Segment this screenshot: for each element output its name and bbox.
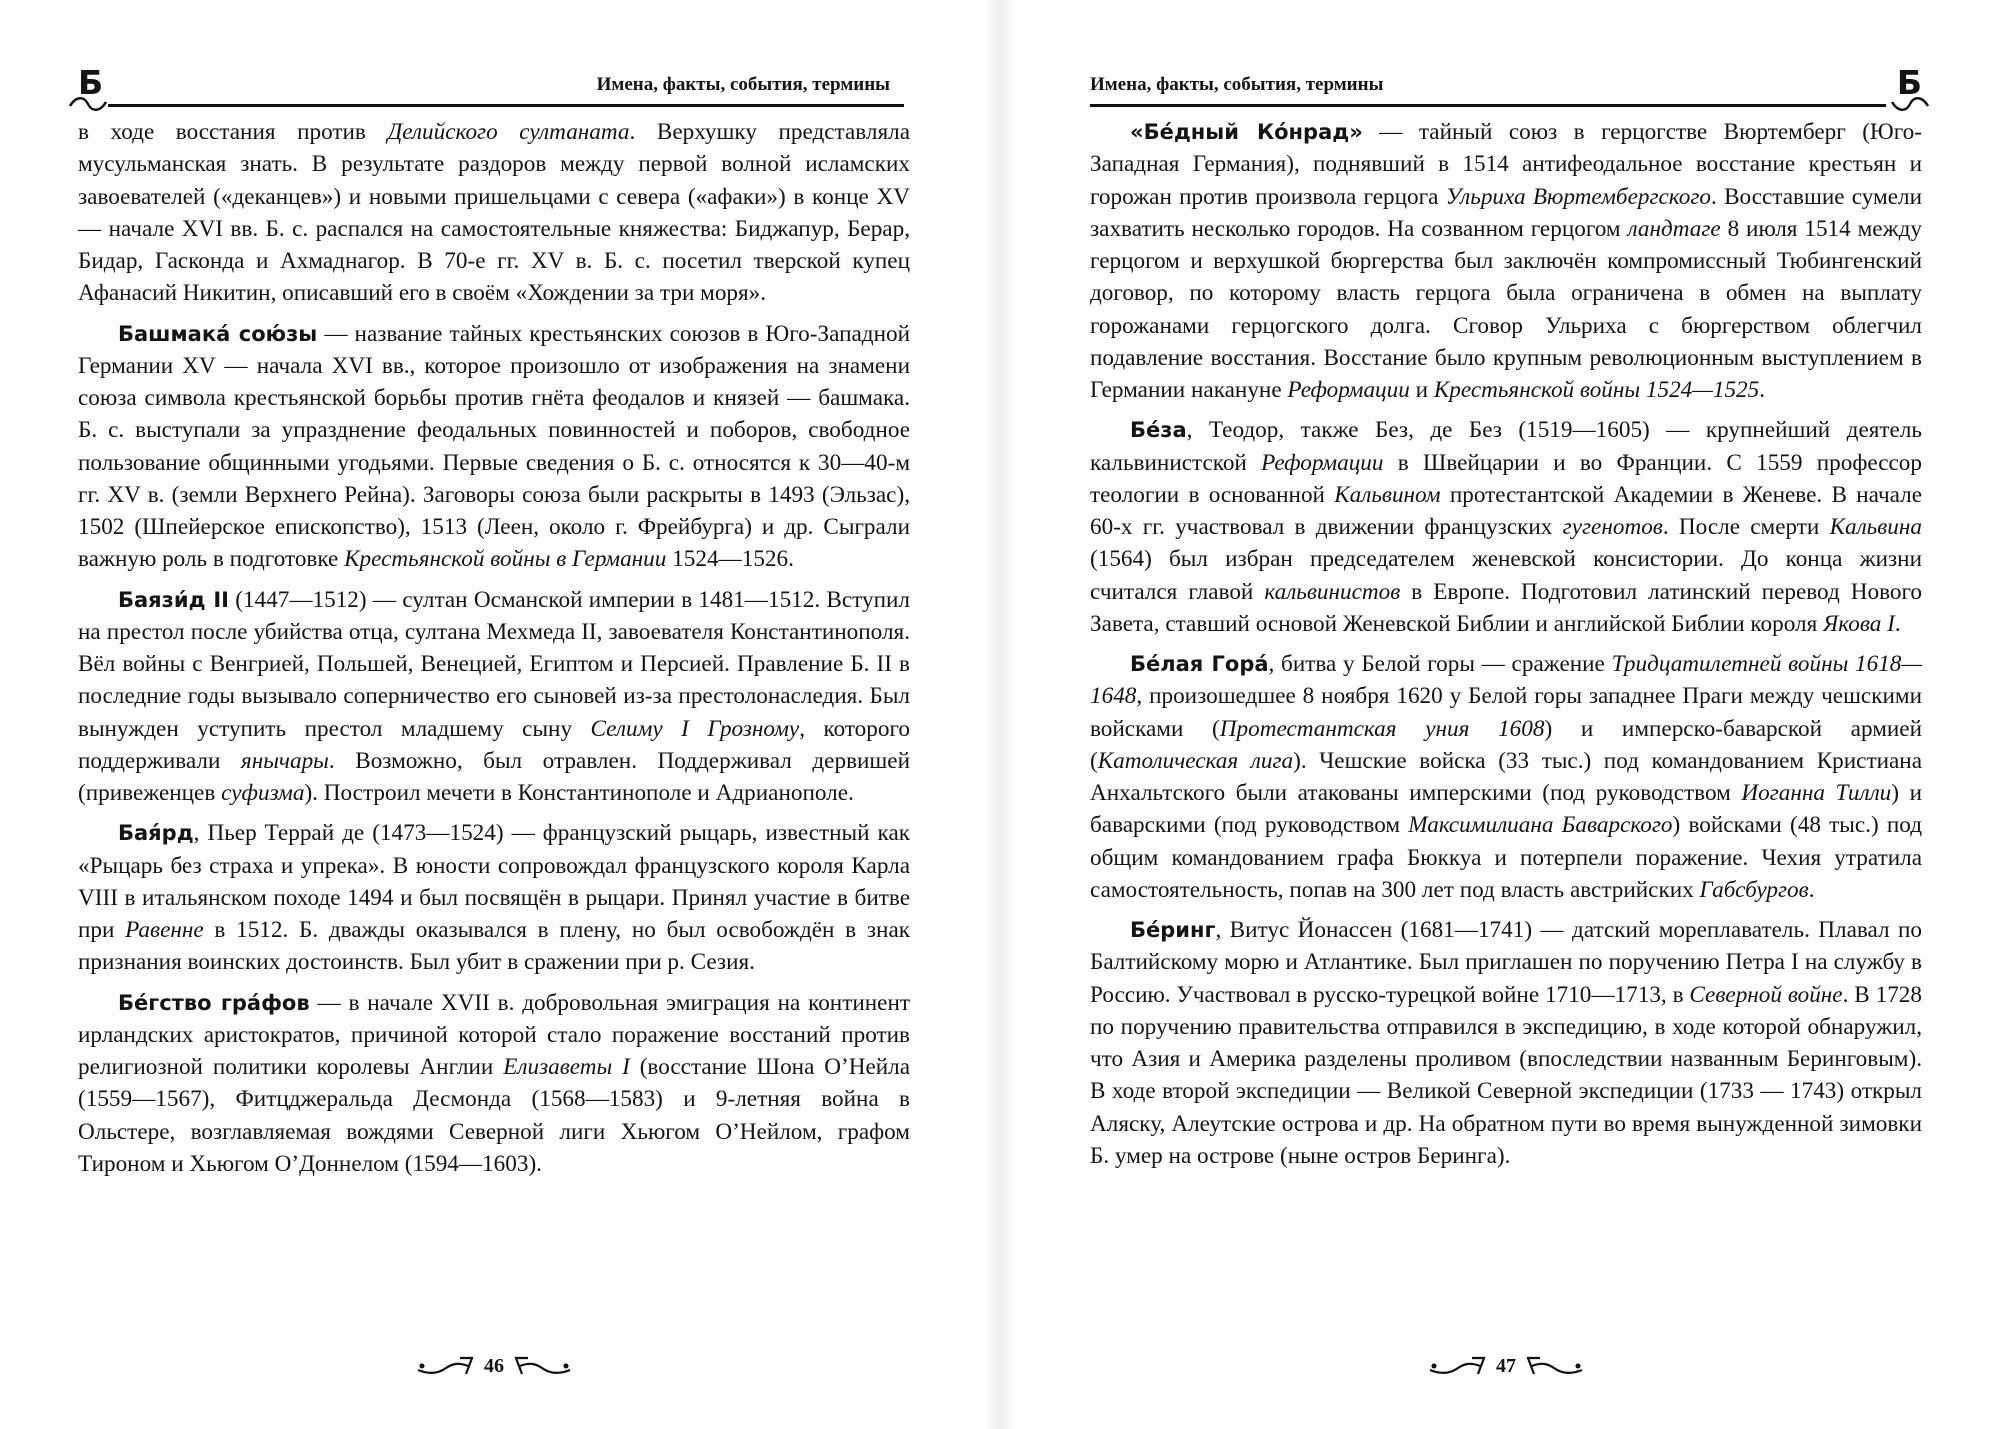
cross-reference: Равенне	[125, 917, 204, 943]
page-left	[78, 0, 910, 1429]
running-title: Имена, факты, события, термины	[596, 74, 890, 95]
entry-text: ). Построил мечети в Константинополе и Адрианополе.	[304, 780, 854, 806]
page-footer	[78, 1355, 910, 1395]
header-rule	[108, 104, 904, 107]
folio-ornament-right-icon	[514, 1356, 572, 1378]
book-gutter	[984, 0, 1016, 1429]
header-swash-icon	[68, 92, 108, 114]
page-number: 46	[484, 1355, 504, 1377]
cross-reference: Елизаветы I	[503, 1054, 630, 1080]
cross-reference: Максимилиана Баварского	[1408, 812, 1673, 839]
entry-text: — тайный союз в герцогстве Вюртемберг (Юго-Западная Германия), поднявший в 1514 антифеодальное восстание крестьян и горожан против произвола герцога	[1090, 119, 1922, 210]
cross-reference: суфизма	[221, 780, 305, 806]
entry-text: ) войсками (48 тыс.) под общим командованием графа Бюккуа и потерпели поражение. Чехия утратила самостоятельность, попав на 300 лет под власть австрийских	[1090, 812, 1922, 903]
running-title: Имена, факты, события, термины	[1090, 74, 1384, 95]
entry-text: 1524—1526.	[666, 546, 794, 573]
dictionary-entry	[78, 987, 910, 1181]
entry-text: ) и баварскими (под руководством	[1090, 780, 1922, 839]
entry-text: ) и имперско-баварской армией (	[1090, 715, 1922, 774]
cross-reference: Реформации	[1261, 449, 1384, 476]
entry-text: . Верхушку представляла мусульманская знать. В результате раздоров между первой волной исламских завоевателей («деканцев») и новыми пришельцами с севера («афаки») в конце XV — начале XVI вв. Б. с. распался на самостоятельные княжества: Биджапур, Берар, Бидар, Гасконда и Ахмаднагор. В 70-е гг. XV в. Б. с. посетил тверской купец Афанасий Никитин, описавший его в своём «Хождении за три моря».	[78, 119, 910, 307]
entry-text: , которого поддерживали	[78, 715, 910, 774]
folio-ornament-left-icon	[416, 1356, 474, 1378]
entry-text: протестантской Академии в Женеве. В начале 60-х гг. участвовал в движении французских	[1090, 481, 1922, 540]
cross-reference: Католическая лига	[1097, 747, 1294, 774]
entry-text: .	[1759, 377, 1766, 403]
entry-text: (1564) был избран председателем женевской консистории. До конца жизни считался главой	[1090, 546, 1922, 605]
cross-reference: Делийского султаната	[387, 119, 630, 145]
entry-text: в ходе восстания против	[78, 119, 388, 145]
cross-reference: Ульриха Вюртембергского	[1445, 183, 1712, 210]
cross-reference: ландтаге	[1627, 215, 1721, 242]
entry-text: в 1512. Б. дважды оказывался в плену, но был освобождён в знак признания воинских достоинств. Был убит в сражении при р. Сезия.	[78, 917, 910, 976]
entry-text: .	[1894, 610, 1901, 637]
cross-reference: гугенотов	[1562, 514, 1663, 540]
folio-ornament-right-icon	[1526, 1356, 1584, 1378]
entry-term: Бая́рд	[118, 821, 194, 846]
cross-reference: Реформации	[1287, 377, 1410, 403]
dictionary-entry	[78, 584, 910, 810]
header-rule	[1090, 104, 1886, 107]
entry-text: , произошедшее 8 ноября 1620 у Белой горы западнее Праги между чешскими войсками (	[1090, 683, 1922, 742]
entry-term: «Бе́дный Ко́нрад»	[1130, 120, 1363, 144]
page-header	[1090, 63, 1922, 106]
entry-text: . В 1728 по поручению правительства отправился в экспедицию, в ходе которой обнаружил, что Азия и Америка разделены проливом (впоследствии названным Беринговым). В ходе второй экспедиции — Великой Северной экспедиции (1733 — 1743) открыл Аляску, Алеутские острова и др. На обратном пути во время вынужденной зимовки Б. умер на острове (ныне остров Беринга).	[1090, 981, 1922, 1169]
entry-term: Бе́лая Гора́	[1130, 652, 1269, 676]
cross-reference: Кальвином	[1334, 481, 1441, 508]
section-letter: Б	[1896, 63, 1922, 102]
entry-term: Бе́гство гра́фов	[118, 990, 310, 1015]
cross-reference: Габсбургов	[1699, 876, 1809, 903]
entry-text: — в начале XVII в. добровольная эмиграция на континент ирландских аристократов, причиной которой стало поражение восстаний против религиозной политики королевы Англии	[78, 989, 910, 1080]
cross-reference: янычары	[240, 747, 329, 774]
dictionary-entry	[1090, 414, 1922, 640]
entry-text: — название тайных крестьянских союзов в Юго-Западной Германии XV — начала XVI вв., которое произошло от изображения на знамени союза символа крестьянской борьбы против гнёта феодалов и князей — башмака. Б. с. выступали за упразднение феодальных повинностей и поборов, свободное пользование общинными угодьями. Первые сведения о Б. с. относятся к 30—40-м гг. XV в. (земли Верхнего Рейна). Заговоры союза были раскрыты в 1493 (Эльзас), 1502 (Шпейерское епископство), 1513 (Леен, около г. Фрейбурга) и др. Сыграли важную роль в подготовке	[78, 320, 910, 573]
folio	[416, 1355, 572, 1378]
entry-text: 8 июля 1514 между герцогом и верхушкой бюргерства был заключён компромиссный Тюбингенский договор, по которому власть герцога была ограничена в обмен на выплату горожанами герцогского долга. Сговор Ульриха с бюргерством облегчил подавление восстания. Восстание было крупным революционным выступлением в Германии накануне	[1090, 215, 1922, 403]
cross-reference: кальвинистов	[1264, 578, 1401, 605]
cross-reference: Якова I	[1823, 610, 1895, 637]
entry-continuation	[78, 116, 910, 310]
entry-text: (1447—1512) — султан Османской империи в 1481—1512. Вступил на престол после убийства отца, султана Мехмеда II, завоевателя Константинополя. Вёл войны с Венгрией, Польшей, Венецией, Египтом и Персией. Правление Б. II в последние годы вызывало соперничество его сыновей из-за престолонаследия. Был вынужден уступить престол младшему сыну	[78, 586, 910, 742]
entry-term: Бе́ринг	[1130, 918, 1216, 942]
entry-text: , битва у Белой горы — сражение	[1268, 651, 1612, 677]
page-footer	[1090, 1355, 1922, 1395]
page-right	[1090, 0, 1922, 1429]
section-letter: Б	[78, 63, 104, 102]
dictionary-entry	[78, 817, 910, 978]
page-body	[78, 116, 910, 1188]
entry-term: Бе́за	[1130, 418, 1187, 443]
page-header	[78, 63, 910, 106]
dictionary-entry	[1090, 116, 1922, 406]
dictionary-entry	[78, 318, 910, 576]
entry-text: . После смерти	[1662, 514, 1830, 540]
entry-text: (восстание Шона О’Нейла (1559—1567), Фитцджеральда Десмонда (1568—1583) и 9-летняя война в Ольстере, возглавляемая вождями Северной лиги Хьюгом О’Нейлом, графом Тироном и Хьюгом О’Доннелом (1594—1603).	[78, 1054, 911, 1177]
cross-reference: Крестьянской войны 1524—1525	[1433, 377, 1760, 403]
cross-reference: Протестантская уния 1608	[1219, 715, 1545, 742]
entry-term: Баязи́д II	[118, 587, 229, 612]
cross-reference: Тридцатилетней войны 1618—1648	[1090, 651, 1923, 710]
dictionary-entry	[1090, 648, 1922, 906]
dictionary-entry	[1090, 914, 1922, 1172]
folio-ornament-left-icon	[1428, 1356, 1486, 1378]
entry-text: , Витус Йонассен (1681—1741) — датский мореплаватель. Плавал по Балтийскому морю и Атлантике. Был приглашен по поручению Петра I на службу в Россию. Участвовал в русско-турецкой войне 1710—1713, в	[1090, 917, 1922, 1008]
entry-text: .	[1808, 876, 1815, 903]
entry-text: , Теодор, также Без, де Без (1519—1605) — крупнейший деятель кальвинистской	[1090, 417, 1922, 476]
entry-text: , Пьер Террай де (1473—1524) — французский рыцарь, известный как «Рыцарь без страха и упрека». В юности сопровождал французского короля Карла VIII в итальянском походе 1494 и был посвящён в рыцари. Принял участие в битве при	[78, 820, 910, 943]
page-body	[1090, 116, 1922, 1180]
entry-term: Башмака́ сою́зы	[118, 321, 318, 346]
cross-reference: Селиму I Грозному	[590, 715, 800, 742]
cross-reference: Северной войне	[1689, 981, 1843, 1008]
entry-text: . Восставшие сумели захватить несколько городов. На созванном герцогом	[1090, 183, 1922, 242]
cross-reference: Кальвина	[1829, 514, 1922, 540]
entry-text: . Возможно, был отравлен. Поддерживал дервишей (привеженцев	[78, 747, 910, 806]
entry-text: и	[1409, 377, 1434, 403]
folio	[1428, 1355, 1584, 1378]
entry-text: в Швейцарии и во Франции. С 1559 профессор теологии в основанной	[1090, 449, 1922, 508]
cross-reference: Крестьянской войны в Германии	[344, 546, 667, 573]
entry-text: в Европе. Подготовил латинский перевод Нового Завета, ставший основой Женевской Библии и английской Библии короля	[1090, 578, 1922, 637]
entry-text: ). Чешские войска (33 тыс.) под командованием Кристиана Анхальтского были атакованы имперскими (под руководством	[1090, 747, 1922, 806]
cross-reference: Иоганна Тилли	[1741, 780, 1892, 806]
page-number: 47	[1496, 1355, 1516, 1377]
